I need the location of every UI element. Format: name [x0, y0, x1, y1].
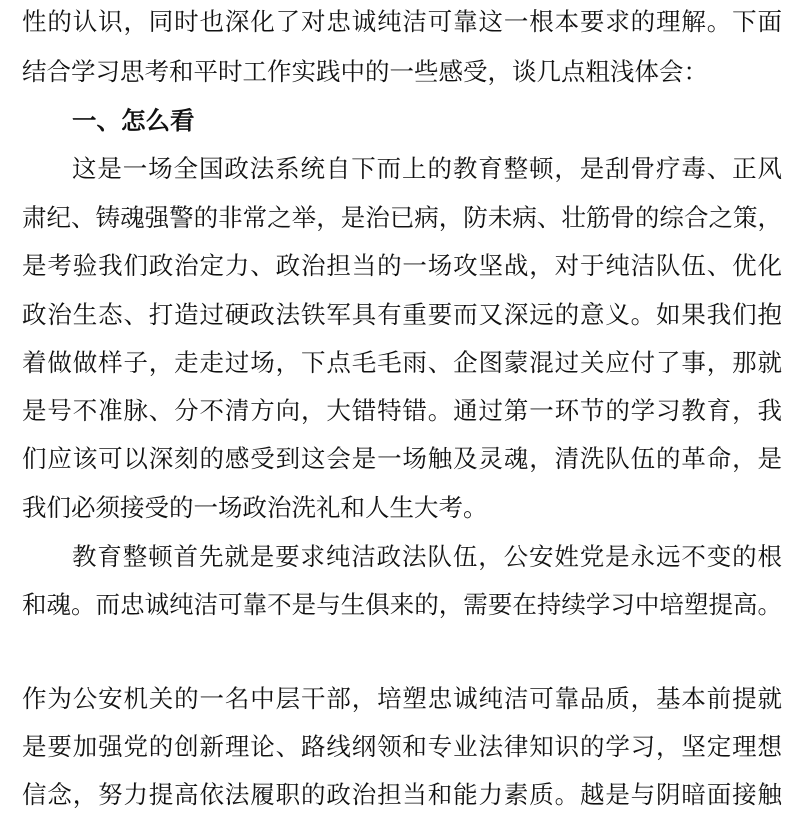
text-line-2: 结合学习思考和平时工作实践中的一些感受，谈几点粗浅体会： — [22, 57, 708, 86]
text-line-10: 们应该可以深刻的感受到这会是一场触及灵魂，清洗队伍的革命，是 — [22, 444, 782, 473]
text-line-7: 政治生态、打造过硬政法铁军具有重要而又深远的意义。如果我们抱 — [22, 300, 782, 329]
text-line-11: 我们必须接受的一场政治洗礼和人生大考。 — [22, 493, 488, 522]
text-line-4: 这是一场全国政法系统自下而上的教育整顿，是刮骨疗毒、正风 — [72, 154, 782, 183]
text-line-9: 是号不准脉、分不清方向，大错特错。通过第一环节的学习教育，我 — [22, 396, 782, 425]
text-line-8: 着做做样子，走走过场，下点毛毛雨、企图蒙混过关应付了事，那就 — [22, 348, 782, 377]
text-line-13: 和魂。而忠诚纯洁可靠不是与生俱来的，需要在持续学习中培塑提高。 — [22, 590, 782, 619]
section-heading: 一、怎么看 — [72, 106, 195, 135]
text-line-12: 教育整顿首先就是要求纯洁政法队伍，公安姓党是永远不变的根 — [72, 542, 782, 571]
text-line-16: 信念，努力提高依法履职的政治担当和能力素质。越是与阴暗面接触 — [22, 780, 782, 809]
text-line-5: 肃纪、铸魂强警的非常之举，是治已病，防未病、壮筋骨的综合之策， — [22, 203, 782, 232]
text-line-6: 是考验我们政治定力、政治担当的一场攻坚战，对于纯洁队伍、优化 — [22, 251, 782, 280]
text-line-1: 性的认识，同时也深化了对忠诚纯洁可靠这一根本要求的理解。下面 — [22, 7, 782, 36]
text-line-15: 是要加强党的创新理论、路线纲领和专业法律知识的学习，坚定理想 — [22, 732, 782, 761]
text-line-14: 作为公安机关的一名中层干部，培塑忠诚纯洁可靠品质，基本前提就 — [22, 684, 782, 713]
